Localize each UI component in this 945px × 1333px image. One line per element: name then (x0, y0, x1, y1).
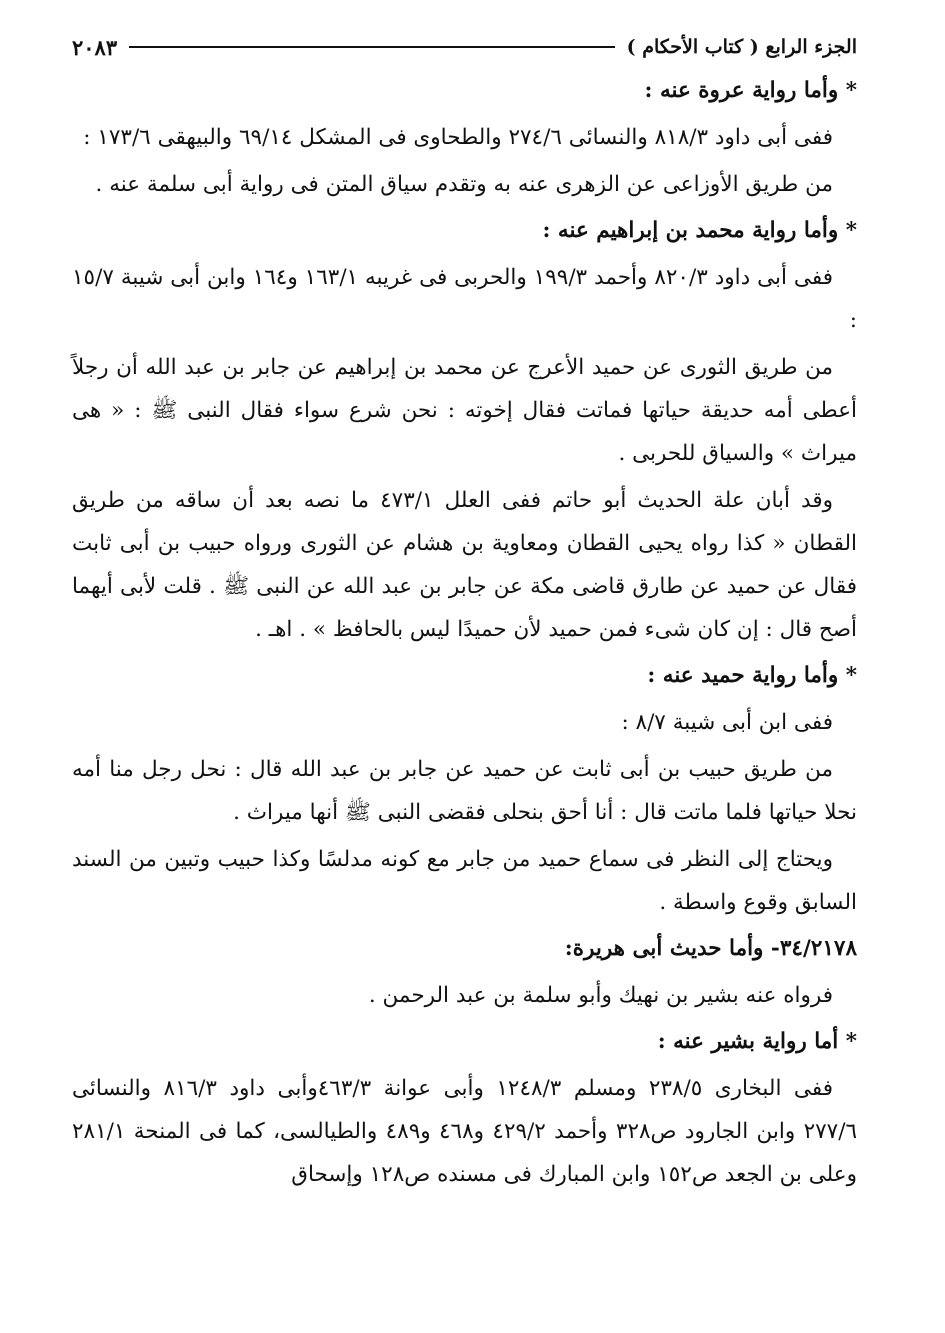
running-title: الجزء الرابع ( كتاب الأحكام ) (626, 36, 857, 58)
chain-paragraph: من طريق حبيب بن أبى ثابت عن حميد عن جابر بن عبد الله قال : نحل رجل منا أمه نحلا حياتها فلما ماتت قال : أنا أحق بنحلى فقضى النبى ﷺ أنها ميراث . (72, 757, 857, 825)
citation-paragraph: ففى ابن أبى شيبة ٨/٧ : (621, 710, 833, 735)
header-rule (129, 46, 614, 48)
citation-paragraph: ففى أبى داود ٨٢٠/٣ وأحمد ١٩٩/٣ والحربى فى غريبه ١٦٣/١ و١٦٤ وابن أبى شيبة ١٥/٧ : (72, 265, 857, 333)
citation-paragraph: ففى أبى داود ٨١٨/٣ والنسائى ٢٧٤/٦ والطحاوى فى المشكل ٦٩/١٤ والبيهقى ١٧٣/٦ : (83, 125, 833, 150)
running-header (72, 30, 857, 64)
page-number: ٢٠٨٣ (72, 34, 118, 60)
section-heading-bashir: * أما رواية بشير عنه : (657, 1029, 857, 1054)
section-heading-urwa: * وأما رواية عروة عنه : (644, 78, 857, 103)
chain-paragraph: من طريق الأوزاعى عن الزهرى عنه به وتقدم سياق المتن فى رواية أبى سلمة عنه . (95, 172, 833, 197)
commentary-paragraph: وقد أبان علة الحديث أبو حاتم ففى العلل ٤٧٣/١ ما نصه بعد أن ساقه من طريق القطان « كذا رواه يحيى القطان ومعاوية بن هشام عن الثورى ورواه حبيب بن أبى ثابت فقال عن حميد عن طارق قاضى مكة عن جابر بن عبد الله عن النبى ﷺ . قلت لأبى أيهما أصح قال : إن كان شىء فمن حميد لأن حميدًا ليس بالحافظ » . اهـ . (72, 488, 857, 642)
section-heading-humaid: * وأما رواية حميد عنه : (647, 663, 857, 688)
narrators-paragraph: فرواه عنه بشير بن نهيك وأبو سلمة بن عبد الرحمن . (368, 983, 833, 1008)
section-heading-muhammad: * وأما رواية محمد بن إبراهيم عنه : (542, 218, 857, 243)
commentary-paragraph: ويحتاج إلى النظر فى سماع حميد من جابر مع كونه مدلسًا وكذا حبيب وتبين من السند السابق وقوع واسطة . (72, 847, 857, 915)
chain-paragraph: من طريق الثورى عن حميد الأعرج عن محمد بن إبراهيم عن جابر بن عبد الله أن رجلاً أعطى أمه حديقة حياتها فماتت فقال إخوته : نحن شرع سواء فقال النبى ﷺ : « هى ميراث » والسياق للحربى . (72, 355, 857, 466)
citation-paragraph: ففى البخارى ٢٣٨/٥ ومسلم ١٢٤٨/٣ وأبى عوانة ٤٦٣/٣وأبى داود ٨١٦/٣ والنسائى ٢٧٧/٦ وابن الجارود ص٣٢٨ وأحمد ٤٢٩/٢ و٤٦٨ و٤٨٩ والطيالسى، كما فى المنحة ٢٨١/١ وعلى بن الجعد ص١٥٢ وابن المبارك فى مسنده ص١٢٨ وإسحاق (72, 1076, 858, 1187)
hadith-number-heading: ٣٤/٢١٧٨- وأما حديث أبى هريرة: (564, 936, 857, 961)
page-body (72, 70, 857, 1196)
